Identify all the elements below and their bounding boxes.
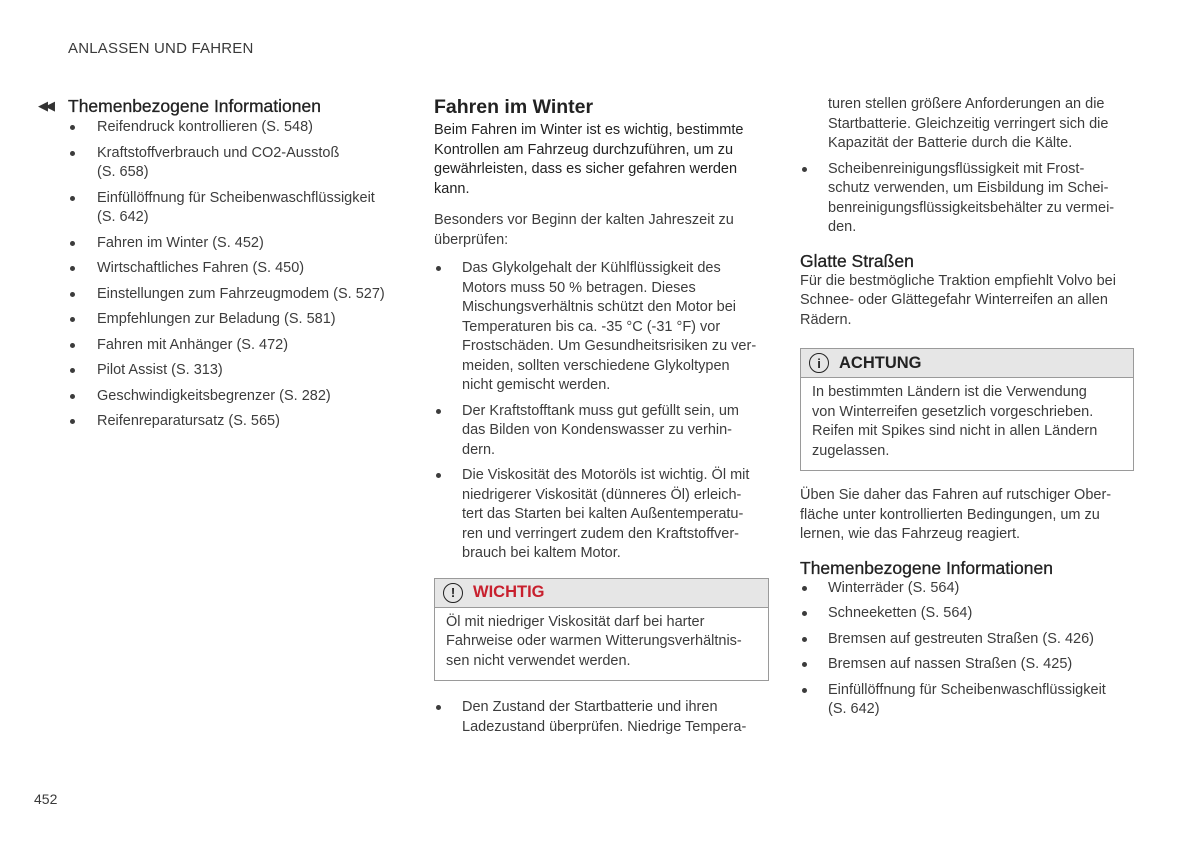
related-info-heading: Themenbezogene Informationen (68, 96, 321, 116)
related-link[interactable]: Einfüllöffnung für Scheibenwaschflüssigkeit (S. 642) (34, 189, 404, 228)
caution-label: ACHTUNG (839, 353, 922, 372)
check-item-battery: Den Zustand der Startbatterie und ihren Ladezustand überprüfen. Niedrige Tempera- (434, 698, 769, 737)
bullet-icon (70, 196, 75, 201)
bullet-icon (802, 662, 807, 667)
bullet-icon (70, 266, 75, 271)
check-intro: Besonders vor Beginn der kalten Jahreszeit zu überprüfen: (434, 212, 734, 248)
double-chevron-left-icon[interactable]: ◀◀ (38, 98, 52, 113)
important-text: Öl mit niedriger Viskosität darf bei harter Fahrweise oder warmen Witterungsverhältnis- sen nicht verwendet werden. (446, 613, 742, 669)
bullet-icon (70, 419, 75, 424)
caution-box (800, 348, 1134, 471)
bullet-icon (70, 368, 75, 373)
check-item-coolant: Das Glykolgehalt der Kühlflüssigkeit des Motors muss 50 % betragen. Dieses Mischungsverhältnis schützt den Motor bei Temperaturen bis ca. -35 °C (-31 °F) vor Frostschäden. Um Gesundheitsrisiken zu ver- meiden, sollten verschiedene Glykoltypen nicht gemischt werden. (434, 259, 769, 396)
running-header: ANLASSEN UND FAHREN (68, 40, 254, 57)
bullet-icon (802, 637, 807, 642)
bullet-icon (70, 317, 75, 322)
bullet-icon (436, 705, 441, 710)
related-link[interactable]: Reifenreparatursatz (S. 565) (34, 412, 404, 432)
bullet-icon (70, 241, 75, 246)
important-box (434, 578, 769, 682)
related-link[interactable]: Wirtschaftliches Fahren (S. 450) (34, 259, 404, 279)
related-link[interactable]: Einstellungen zum Fahrzeugmodem (S. 527) (34, 285, 404, 305)
page-number: 452 (34, 791, 58, 807)
related-link[interactable]: Schneeketten (S. 564) (800, 604, 1134, 624)
related-link[interactable]: Fahren im Winter (S. 452) (34, 234, 404, 254)
article-intro: Beim Fahren im Winter ist es wichtig, bestimmte Kontrollen am Fahrzeug durchzuführen, um zu gewährleisten, dass es sicher gefahren werden kann. (434, 122, 744, 197)
related-info-heading-right: Themenbezogene Informationen (800, 557, 1053, 578)
bullet-icon (70, 394, 75, 399)
related-info-list (34, 118, 404, 432)
related-info-column-left (34, 95, 404, 438)
bullet-icon (70, 343, 75, 348)
battery-list (434, 698, 769, 737)
related-link[interactable]: Einfüllöffnung für Scheibenwaschflüssigkeit (S. 642) (800, 681, 1134, 720)
right-column (800, 95, 1134, 726)
bullet-icon (70, 292, 75, 297)
check-item-fuel-tank: Der Kraftstofftank muss gut gefüllt sein, um das Bilden von Kondenswasser zu verhin- dern. (434, 402, 769, 461)
bullet-icon (70, 125, 75, 130)
related-link[interactable]: Empfehlungen zur Beladung (S. 581) (34, 310, 404, 330)
exclamation-circle-icon: ! (443, 583, 463, 603)
main-article-column (434, 95, 769, 743)
related-info-heading-row (34, 95, 404, 117)
bullet-icon (436, 409, 441, 414)
slippery-roads-heading: Glatte Straßen (800, 250, 914, 271)
important-box-header (435, 579, 768, 608)
battery-continued: turen stellen größere Anforderungen an die Startbatterie. Gleichzeitig verringert sich die Kapazität der Batterie durch die Kälte. (828, 96, 1109, 151)
bullet-icon (436, 473, 441, 478)
check-item-washer-fluid: Scheibenreinigungsflüssigkeit mit Frost- schutz verwenden, um Eisbildung im Schei- benreinigungsflüssigkeitsbehälter zu vermei- den. (800, 160, 1134, 238)
caution-text: In bestimmten Ländern ist die Verwendung von Winterreifen gesetzlich vorgeschrieben. Reifen mit Spikes sind nicht in allen Ländern zugelassen. (812, 384, 1098, 459)
bullet-icon (802, 688, 807, 693)
check-list (434, 259, 769, 564)
bullet-icon (802, 586, 807, 591)
related-link[interactable]: Bremsen auf gestreuten Straßen (S. 426) (800, 630, 1134, 650)
article-title: Fahren im Winter (434, 96, 594, 118)
practice-text: Üben Sie daher das Fahren auf rutschiger Ober- fläche unter kontrollierten Bedingungen, um zu lernen, wie das Fahrzeug reagiert. (800, 487, 1112, 542)
related-link[interactable]: Pilot Assist (S. 313) (34, 361, 404, 381)
slippery-roads-text: Für die bestmögliche Traktion empfiehlt Volvo bei Schnee- oder Glättegefahr Winterreifen an allen Rädern. (800, 272, 1116, 328)
related-link[interactable]: Geschwindigkeitsbegrenzer (S. 282) (34, 387, 404, 407)
caution-box-header (801, 349, 1133, 378)
bullet-icon (802, 611, 807, 616)
bullet-icon (802, 167, 807, 172)
related-link[interactable]: Reifendruck kontrollieren (S. 548) (34, 118, 404, 138)
related-link[interactable]: Fahren mit Anhänger (S. 472) (34, 336, 404, 356)
related-link[interactable]: Kraftstoffverbrauch und CO2-Ausstoß (S. 658) (34, 144, 404, 183)
bullet-icon (70, 151, 75, 156)
bullet-icon (436, 266, 441, 271)
check-item-oil: Die Viskosität des Motoröls ist wichtig. Öl mit niedrigerer Viskosität (dünneres Öl) erleich- tert das Starten bei kalten Außentemperatu- ren und verringert zudem den Kraftstoffver- brauch bei kaltem Motor. (434, 466, 769, 564)
important-label: WICHTIG (473, 583, 545, 601)
info-circle-icon: i (809, 353, 829, 373)
related-link[interactable]: Winterräder (S. 564) (800, 579, 1134, 599)
related-info-list-right (800, 579, 1134, 720)
related-link[interactable]: Bremsen auf nassen Straßen (S. 425) (800, 655, 1134, 675)
continued-list (800, 95, 1134, 238)
